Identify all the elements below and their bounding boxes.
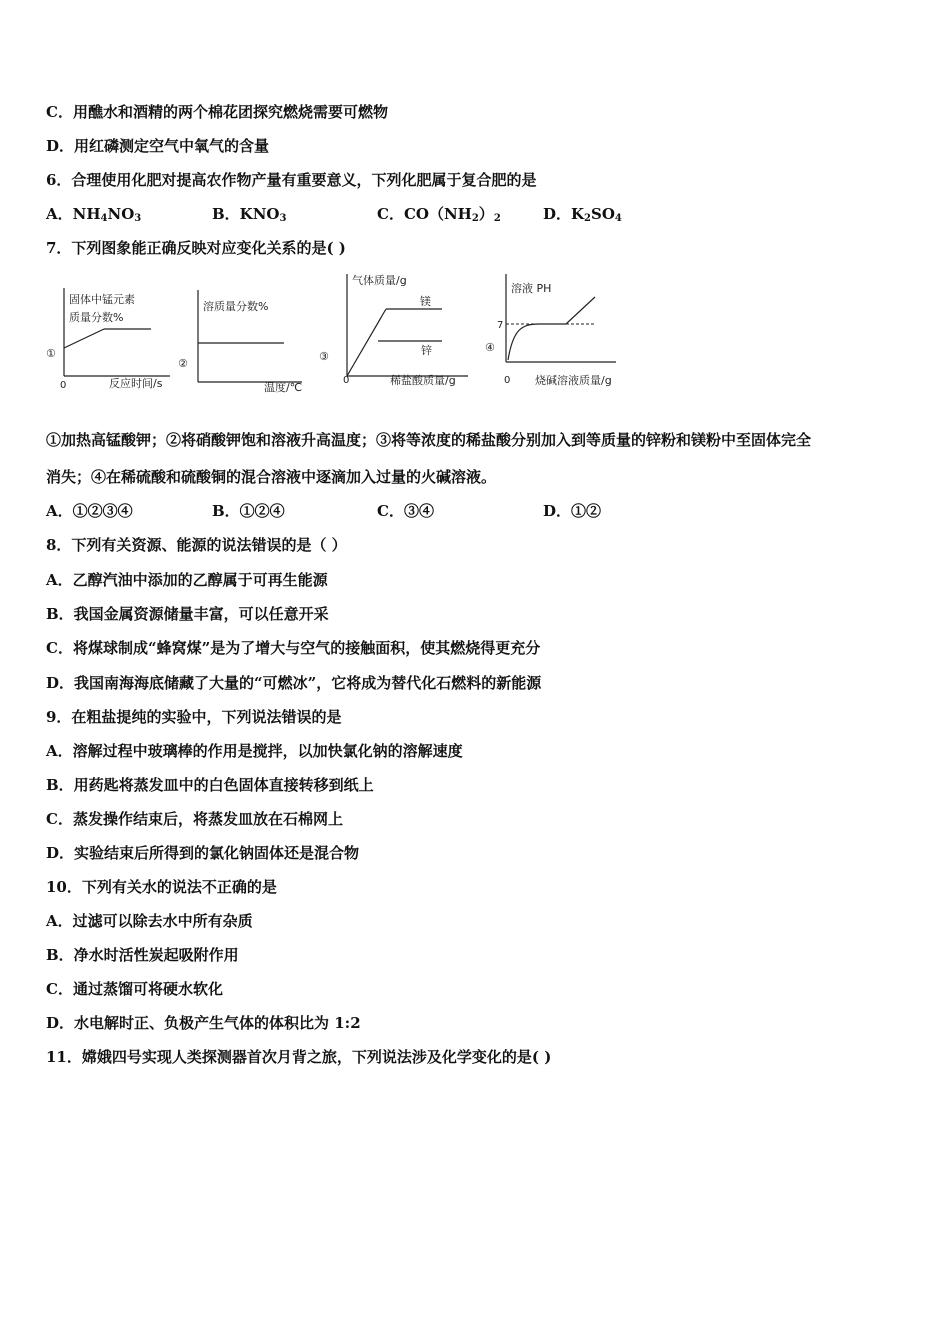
q8-option-d: D．我国南海海底储藏了大量的“可燃冰”，它将成为替代化石燃料的新能源	[46, 674, 542, 692]
q9-option-d: D．实验结束后所得到的氯化钠固体还是混合物	[46, 844, 360, 862]
graph-3-marker: ③	[319, 350, 329, 363]
graph-1-curve	[64, 329, 104, 348]
question-7-description-1: ①加热高锰酸钾；②将硝酸钾饱和溶液升高温度；③将等浓度的稀盐酸分别加入到等质量的锌粉和镁粉中至固体完全	[46, 431, 812, 449]
question-6-options	[46, 204, 746, 224]
question-9: 9．在粗盐提纯的实验中，下列说法错误的是	[46, 708, 342, 726]
question-11: 11．嫦娥四号实现人类探测器首次月背之旅，下列说法涉及化学变化的是( )	[46, 1048, 552, 1066]
graph-4-curve	[508, 297, 595, 360]
q7-option-b: B．①②④	[212, 502, 285, 520]
graph-3-ylabel: 气体质量/g	[352, 274, 407, 287]
option-c-line: C．用醮水和酒精的两个棉花团探究燃烧需要可燃物	[46, 103, 388, 121]
q8-option-c: C．将煤球制成“蜂窝煤”是为了增大与空气的接触面积，使其燃烧得更充分	[46, 639, 541, 657]
graph-4-tick-7: 7	[497, 320, 504, 331]
question-7-description-2: 消失；④在稀硫酸和硫酸铜的混合溶液中逐滴加入过量的火碱溶液。	[46, 468, 497, 486]
graph-1	[44, 268, 174, 393]
graph-2-ylabel: 溶质量分数%	[203, 300, 269, 313]
graph-4-xlabel: 烧碱溶液质量/g	[535, 374, 612, 387]
graph-2	[176, 268, 310, 393]
graph-4	[483, 268, 623, 393]
graph-4-origin: 0	[504, 375, 511, 386]
graph-3-label-mg: 镁	[420, 295, 431, 308]
graph-3-line-mg	[347, 309, 386, 376]
graph-4-ylabel: 溶液 PH	[511, 282, 552, 295]
option-d-line: D．用红磷测定空气中氧气的含量	[46, 137, 270, 155]
q6-option-c: C．$CO(NH_2)_2$	[377, 205, 501, 224]
q10-option-d: D．水电解时正、负极产生气体的体积比为 1:2	[46, 1014, 361, 1032]
question-6: 6．合理使用化肥对提高农作物产量有重要意义，下列化肥属于复合肥的是	[46, 171, 537, 189]
q9-option-c: C．蒸发操作结束后，将蒸发皿放在石棉网上	[46, 810, 343, 828]
q10-option-a: A．过滤可以除去水中所有杂质	[46, 912, 253, 930]
q9-option-a: A．溶解过程中玻璃棒的作用是搅拌，以加快氯化钠的溶解速度	[46, 742, 463, 760]
q8-option-a: A．乙醇汽油中添加的乙醇属于可再生能源	[46, 571, 328, 589]
q7-option-d: D．①②	[543, 502, 602, 520]
graph-3-label-zn: 锌	[421, 344, 432, 357]
graph-2-xlabel: 温度/℃	[264, 381, 303, 393]
graph-3-xlabel: 稀盐酸质量/g	[390, 374, 456, 387]
q6-option-b: B．$KNO_3$	[212, 205, 287, 224]
q8-option-b: B．我国金属资源储量丰富，可以任意开采	[46, 605, 329, 623]
graph-1-origin: 0	[60, 380, 67, 391]
question-7-options	[46, 501, 746, 521]
question-7: 7．下列图象能正确反映对应变化关系的是( )	[46, 239, 346, 257]
q10-option-c: C．通过蒸馏可将硬水软化	[46, 980, 223, 998]
question-8: 8．下列有关资源、能源的说法错误的是（ ）	[46, 536, 347, 554]
q9-option-b: B．用药匙将蒸发皿中的白色固体直接转移到纸上	[46, 776, 374, 794]
q6-option-d: D．$K_2SO_4$	[543, 205, 622, 224]
graph-4-marker: ④	[485, 341, 495, 354]
q7-option-c: C．③④	[377, 502, 434, 520]
graph-1-xlabel: 反应时间/s	[109, 377, 163, 390]
graph-3	[318, 268, 470, 393]
q10-option-b: B．净水时活性炭起吸附作用	[46, 946, 239, 964]
graph-1-ylabel-1: 固体中锰元素	[69, 293, 135, 306]
question-10: 10．下列有关水的说法不正确的是	[46, 878, 277, 896]
graph-1-marker: ①	[46, 347, 56, 360]
graph-3-origin: 0	[343, 375, 350, 386]
q7-option-a: A．①②③④	[46, 502, 133, 520]
q6-option-a: A．$NH_4NO_3$	[46, 205, 142, 224]
graph-1-ylabel-2: 质量分数%	[69, 311, 124, 324]
graph-2-marker: ②	[178, 357, 188, 370]
